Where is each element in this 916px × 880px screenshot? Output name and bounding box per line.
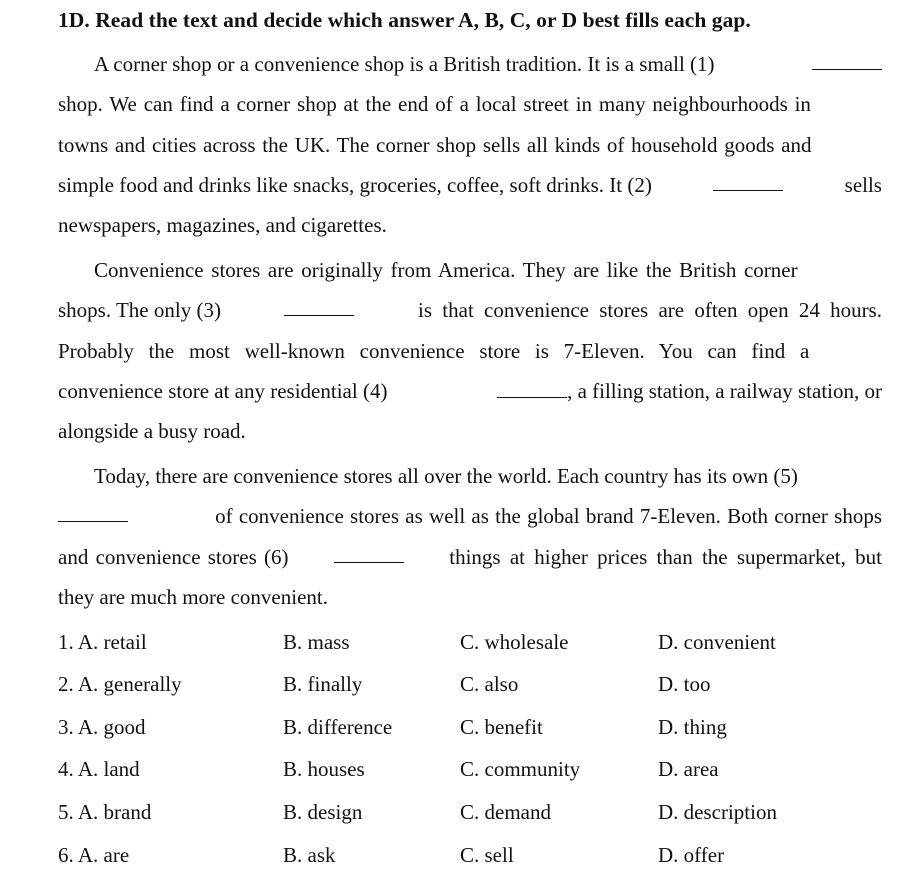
option-6d[interactable]: D. offer [658, 843, 725, 867]
option-1a[interactable]: 1. A. retail [58, 630, 147, 654]
passage-text: , a filling station, a railway station, or [567, 379, 882, 403]
option-4b[interactable]: B. houses [283, 757, 365, 781]
passage-text: Today, there are convenience stores all over the world. Each country has its own (5) [94, 464, 798, 488]
passage-text: things at higher prices than the supermarket, but [449, 545, 882, 569]
gap-4-blank [497, 377, 567, 398]
passage-text: alongside a busy road. [58, 419, 246, 443]
passage-text: Convenience stores are originally from America. They are like the British corner [94, 258, 798, 282]
passage-line [94, 49, 882, 79]
option-3d[interactable]: D. thing [658, 715, 727, 739]
passage-text: simple food and drinks like snacks, groceries, coffee, soft drinks. It (2) [58, 173, 652, 197]
question-2-options [58, 669, 882, 699]
gap-5-blank [58, 501, 128, 522]
option-1d[interactable]: D. convenient [658, 630, 776, 654]
option-2a[interactable]: 2. A. generally [58, 672, 182, 696]
gap-3-blank [284, 295, 354, 316]
passage-text: they are much more convenient. [58, 585, 328, 609]
passage-text: of convenience stores as well as the global brand 7-Eleven. Both corner shops [215, 504, 882, 528]
passage-text: shops. The only (3) [58, 298, 221, 322]
gap-6-blank [334, 542, 404, 563]
option-2d[interactable]: D. too [658, 672, 711, 696]
option-1b[interactable]: B. mass [283, 630, 350, 654]
passage-line [58, 376, 882, 406]
passage-line [58, 170, 882, 200]
passage-line [58, 416, 882, 446]
option-1c[interactable]: C. wholesale [460, 630, 569, 654]
question-5-options [58, 797, 882, 827]
passage-text: Probably the most well-known convenience store is 7-Eleven. You can find a [58, 339, 810, 363]
passage-text: shop. We can find a corner shop at the end of a local street in many neighbourhoods in [58, 92, 811, 116]
option-3b[interactable]: B. difference [283, 715, 393, 739]
passage-text: and convenience stores (6) [58, 545, 289, 569]
option-6a[interactable]: 6. A. are [58, 843, 130, 867]
passage-line [58, 542, 882, 572]
passage-line [58, 501, 882, 531]
passage-line [58, 210, 882, 240]
question-4-options [58, 754, 882, 784]
question-3-options [58, 712, 882, 742]
question-1-options [58, 627, 882, 657]
passage-text: towns and cities across the UK. The corner shop sells all kinds of household goods and [58, 133, 812, 157]
gap-2-blank [713, 170, 783, 191]
passage-text: sells [844, 173, 882, 197]
question-6-options [58, 840, 882, 870]
option-5c[interactable]: C. demand [460, 800, 551, 824]
exercise-heading: 1D. Read the text and decide which answer A, B, C, or D best fills each gap. [58, 8, 751, 32]
passage-line [58, 336, 882, 366]
passage-line [94, 461, 882, 491]
gap-1-blank [812, 49, 882, 70]
gap-4-group [497, 376, 882, 406]
passage-line [58, 295, 882, 325]
option-6c[interactable]: C. sell [460, 843, 514, 867]
option-5a[interactable]: 5. A. brand [58, 800, 152, 824]
option-5b[interactable]: B. design [283, 800, 363, 824]
option-3a[interactable]: 3. A. good [58, 715, 146, 739]
passage-line [94, 255, 882, 285]
option-6b[interactable]: B. ask [283, 843, 336, 867]
passage-text: newspapers, magazines, and cigarettes. [58, 213, 387, 237]
passage-line [58, 130, 882, 160]
option-5d[interactable]: D. description [658, 800, 777, 824]
option-3c[interactable]: C. benefit [460, 715, 543, 739]
option-4d[interactable]: D. area [658, 757, 719, 781]
option-2c[interactable]: C. also [460, 672, 519, 696]
passage-line [58, 89, 882, 119]
passage-text: convenience store at any residential (4) [58, 379, 388, 403]
passage-text: A corner shop or a convenience shop is a British tradition. It is a small (1) [94, 52, 715, 76]
passage-line [58, 582, 882, 612]
passage-text: is that convenience stores are often open 24 hours. [418, 298, 882, 322]
option-2b[interactable]: B. finally [283, 672, 363, 696]
option-4a[interactable]: 4. A. land [58, 757, 140, 781]
option-4c[interactable]: C. community [460, 757, 581, 781]
